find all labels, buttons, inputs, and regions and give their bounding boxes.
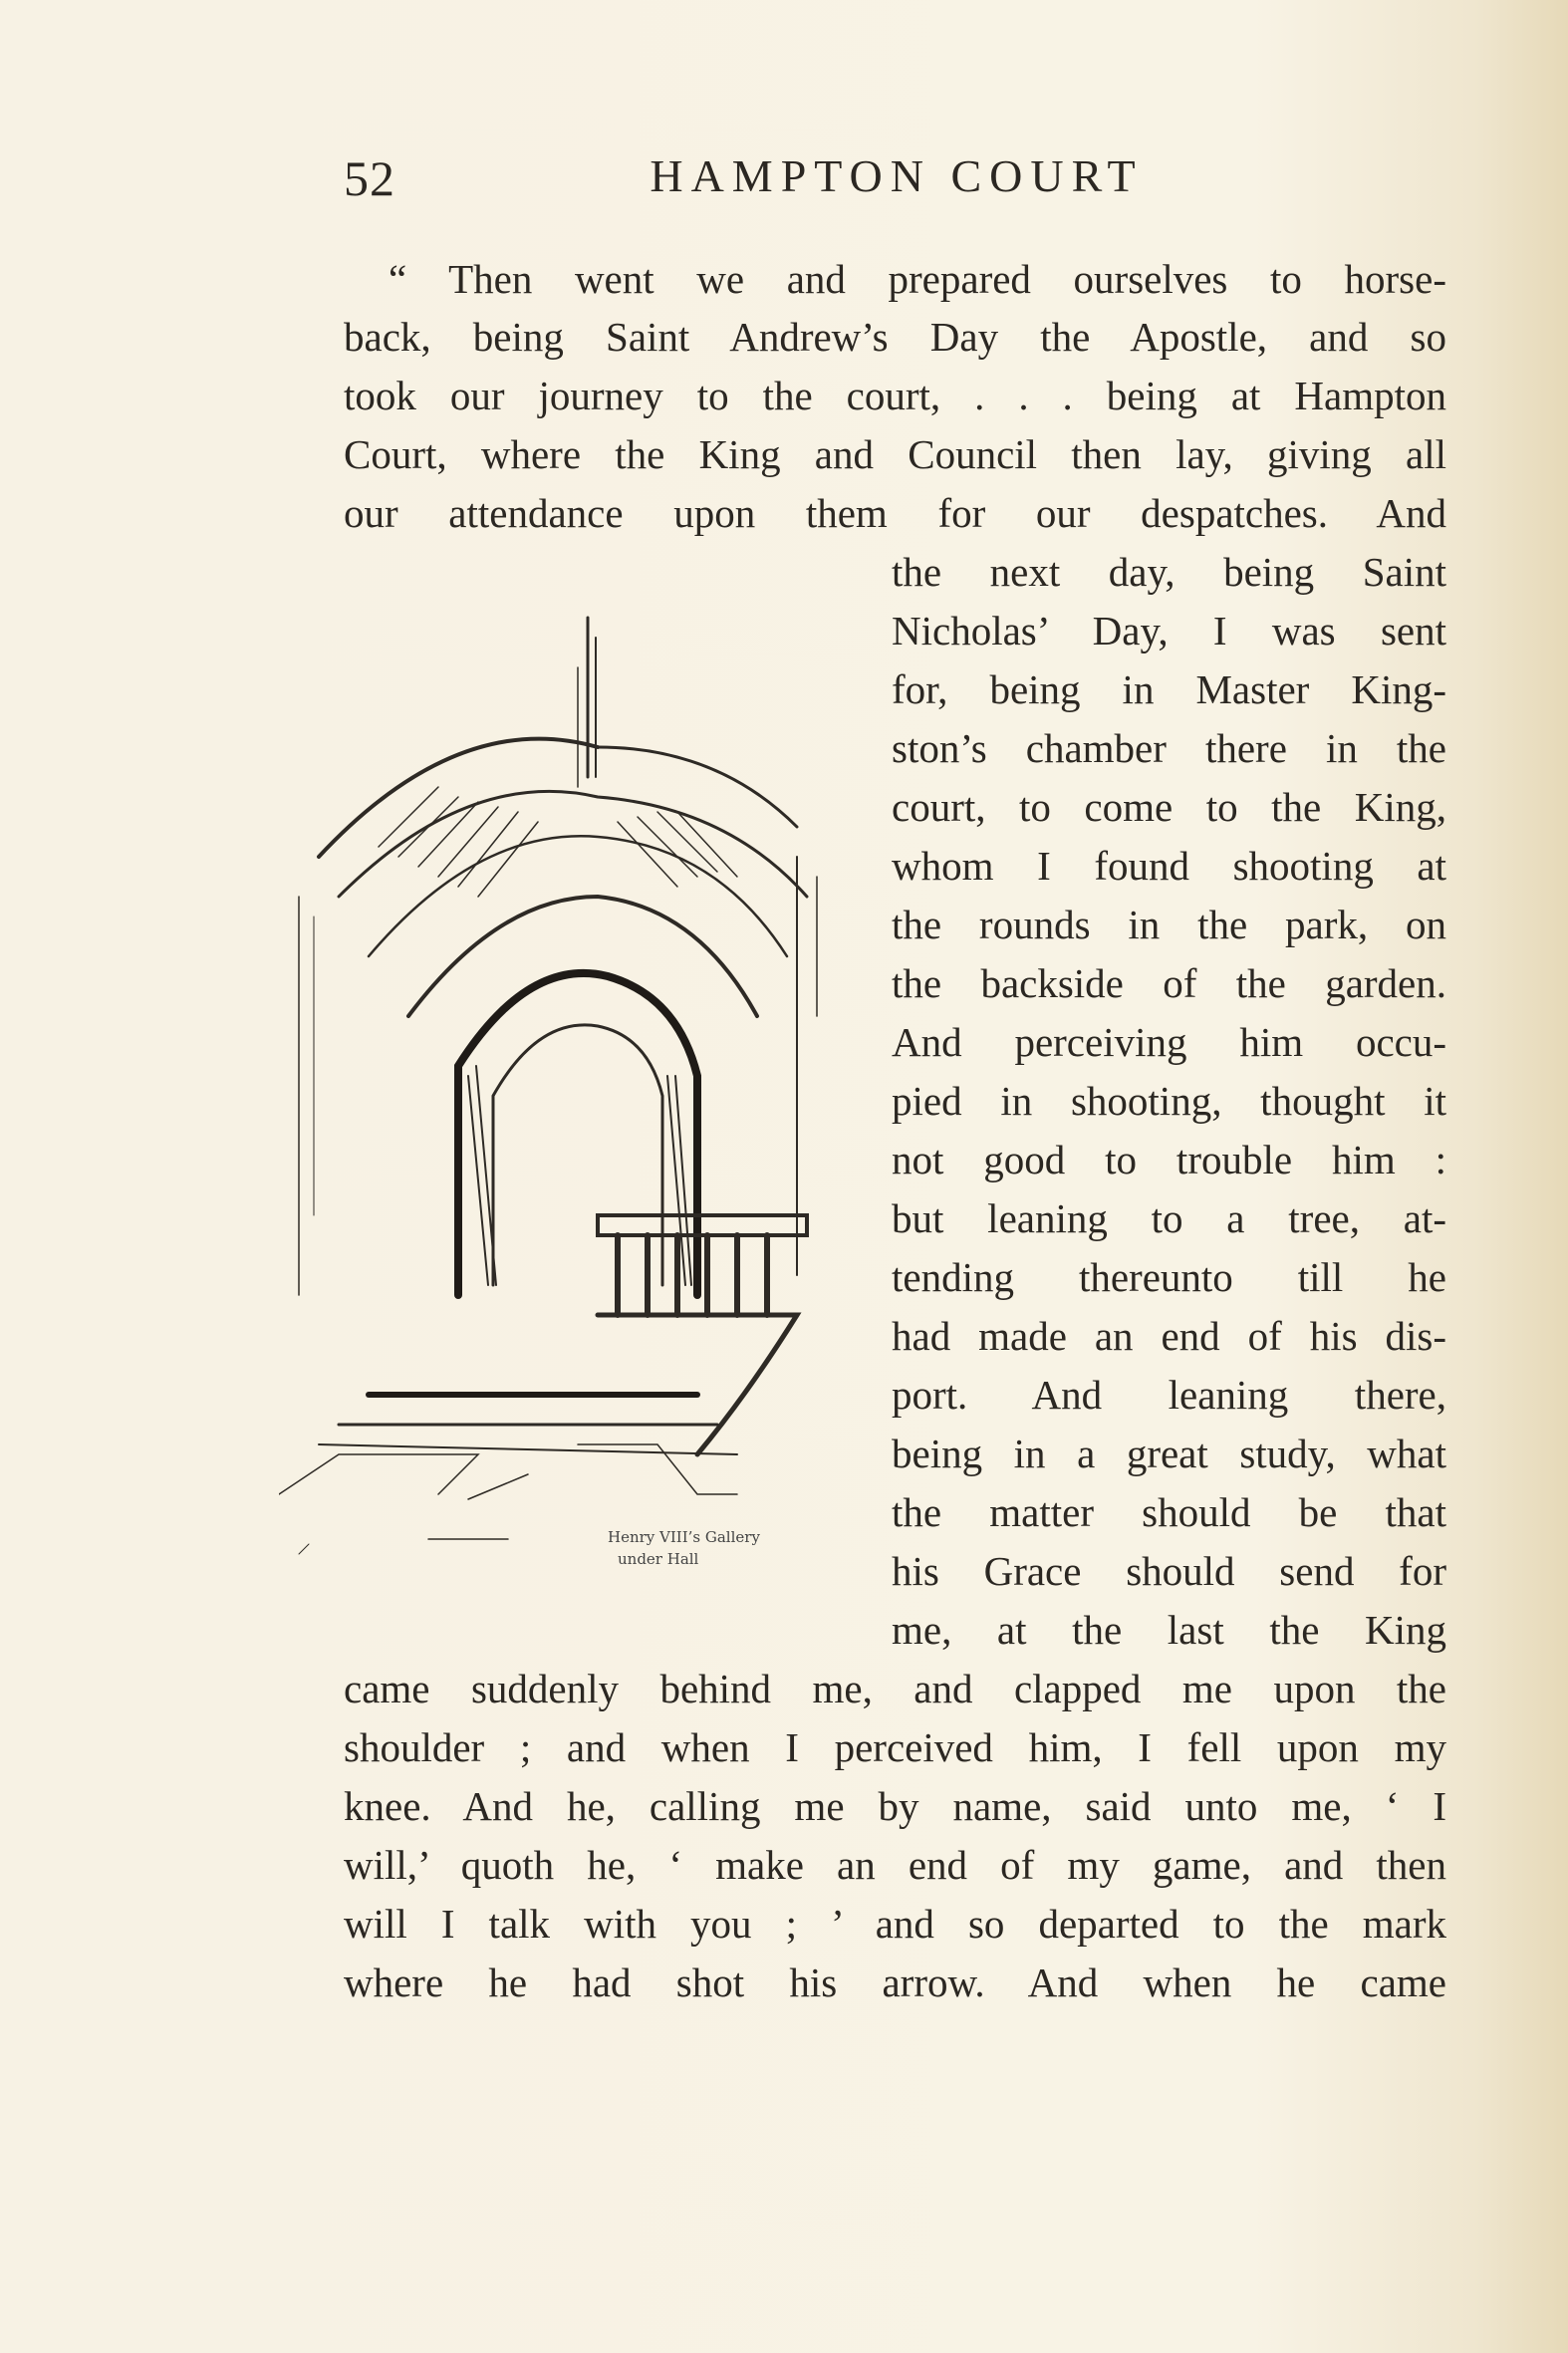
text-line: ston’s chamber there in the — [892, 725, 1446, 771]
text-line: not good to trouble him : — [892, 1137, 1446, 1182]
page-number: 52 — [344, 150, 395, 206]
gallery-illustration — [279, 598, 877, 1584]
text-line: but leaning to a tree, at- — [892, 1195, 1446, 1241]
text-line: And perceiving him occu- — [892, 1019, 1446, 1065]
text-line: back, being Saint Andrew’s Day the Apostle, and so — [344, 314, 1446, 360]
text-line: will I talk with you ; ’ and so departed to the mark — [344, 1901, 1446, 1947]
text-line: for, being in Master King- — [892, 666, 1446, 712]
text-line: our attendance upon them for our despatches. And — [344, 490, 1446, 536]
text-line: the next day, being Saint — [892, 549, 1446, 595]
text-line: “ Then went we and prepared ourselves to horse- — [389, 256, 1446, 302]
illustration-caption: under Hall — [618, 1550, 699, 1568]
text-line: the matter should be that — [892, 1489, 1446, 1535]
running-head: HAMPTON COURT — [650, 150, 1144, 201]
text-line: came suddenly behind me, and clapped me upon the — [344, 1666, 1446, 1711]
page-header — [344, 149, 1449, 209]
text-line: Court, where the King and Council then lay, giving all — [344, 431, 1446, 477]
text-line: being in a great study, what — [892, 1431, 1446, 1476]
text-line: shoulder ; and when I perceived him, I fell upon my — [344, 1724, 1446, 1770]
text-line: the backside of the garden. — [892, 960, 1446, 1006]
gallery-sketch — [279, 598, 877, 1584]
text-line: where he had shot his arrow. And when he came — [344, 1960, 1446, 2005]
text-line: Nicholas’ Day, I was sent — [892, 608, 1446, 654]
text-line: will,’ quoth he, ‘ make an end of my game, and then — [344, 1842, 1446, 1888]
text-line: the rounds in the park, on — [892, 902, 1446, 947]
text-line: took our journey to the court, . . . being at Hampton — [344, 373, 1446, 418]
text-line: court, to come to the King, — [892, 784, 1446, 830]
text-line: port. And leaning there, — [892, 1372, 1446, 1418]
text-line: pied in shooting, thought it — [892, 1078, 1446, 1124]
illustration-caption: Henry VIII’s Gallery — [608, 1528, 760, 1546]
text-line: had made an end of his dis- — [892, 1313, 1446, 1359]
text-line: his Grace should send for — [892, 1548, 1446, 1594]
text-line: me, at the last the King — [892, 1607, 1446, 1653]
text-line: knee. And he, calling me by name, said unto me, ‘ I — [344, 1783, 1446, 1829]
text-line: whom I found shooting at — [892, 843, 1446, 889]
text-line: tending thereunto till he — [892, 1254, 1446, 1300]
